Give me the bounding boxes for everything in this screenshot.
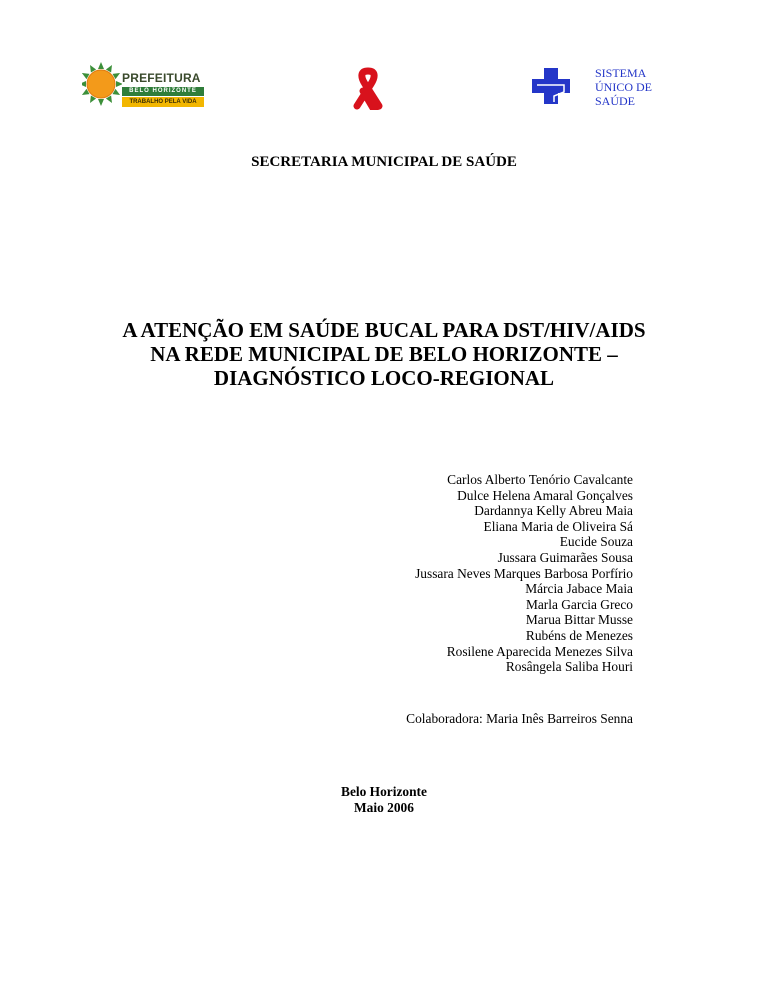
sus-label [595,66,652,108]
collaborator-line: Colaboradora: Maria Inês Barreiros Senna [406,711,633,726]
sun-icon [82,58,122,110]
author-name: Eucide Souza [559,534,633,550]
title-line: A ATENÇÃO EM SAÚDE BUCAL PARA DST/HIV/AIDS [122,318,646,342]
author-name: Marua Bittar Musse [525,612,633,628]
author-name: Rosângela Saliba Houri [505,659,633,675]
prefeitura-slogan: TRABALHO PELA VIDA [122,97,204,107]
author-name: Marla Garcia Greco [525,596,633,612]
author-name: Dardannya Kelly Abreu Maia [474,503,633,519]
title-line: NA REDE MUNICIPAL DE BELO HORIZONTE – [150,342,618,366]
title-line: DIAGNÓSTICO LOCO-REGIONAL [213,366,555,390]
author-name: Eliana Maria de Oliveira Sá [483,518,633,534]
author-name: Carlos Alberto Tenório Cavalcante [447,472,633,487]
sus-label-line: SAÚDE [595,94,636,108]
sus-cross-icon [528,66,574,106]
author-name: Márcia Jabace Maia [525,581,633,597]
red-ribbon-icon [343,66,393,110]
prefeitura-city: BELO HORIZONTE [122,87,204,96]
sus-label-line: SISTEMA [595,66,647,80]
prefeitura-title: PREFEITURA [122,71,201,85]
sus-label-line: ÚNICO DE [595,80,652,94]
document-title [60,318,708,390]
author-name: Jussara Neves Marques Barbosa Porfírio [415,565,633,581]
prefeitura-logo [82,58,206,110]
author-list [415,472,633,675]
place-date [322,784,446,815]
author-name: Rubéns de Menezes [525,627,633,643]
author-name: Dulce Helena Amaral Gonçalves [457,487,633,503]
date-label: Maio 2006 [354,799,414,815]
secretaria-heading: SECRETARIA MUNICIPAL DE SAÚDE [251,154,517,170]
city-label: Belo Horizonte [341,784,427,799]
author-name: Jussara Guimarães Sousa [497,549,633,565]
author-name: Rosilene Aparecida Menezes Silva [446,643,633,659]
